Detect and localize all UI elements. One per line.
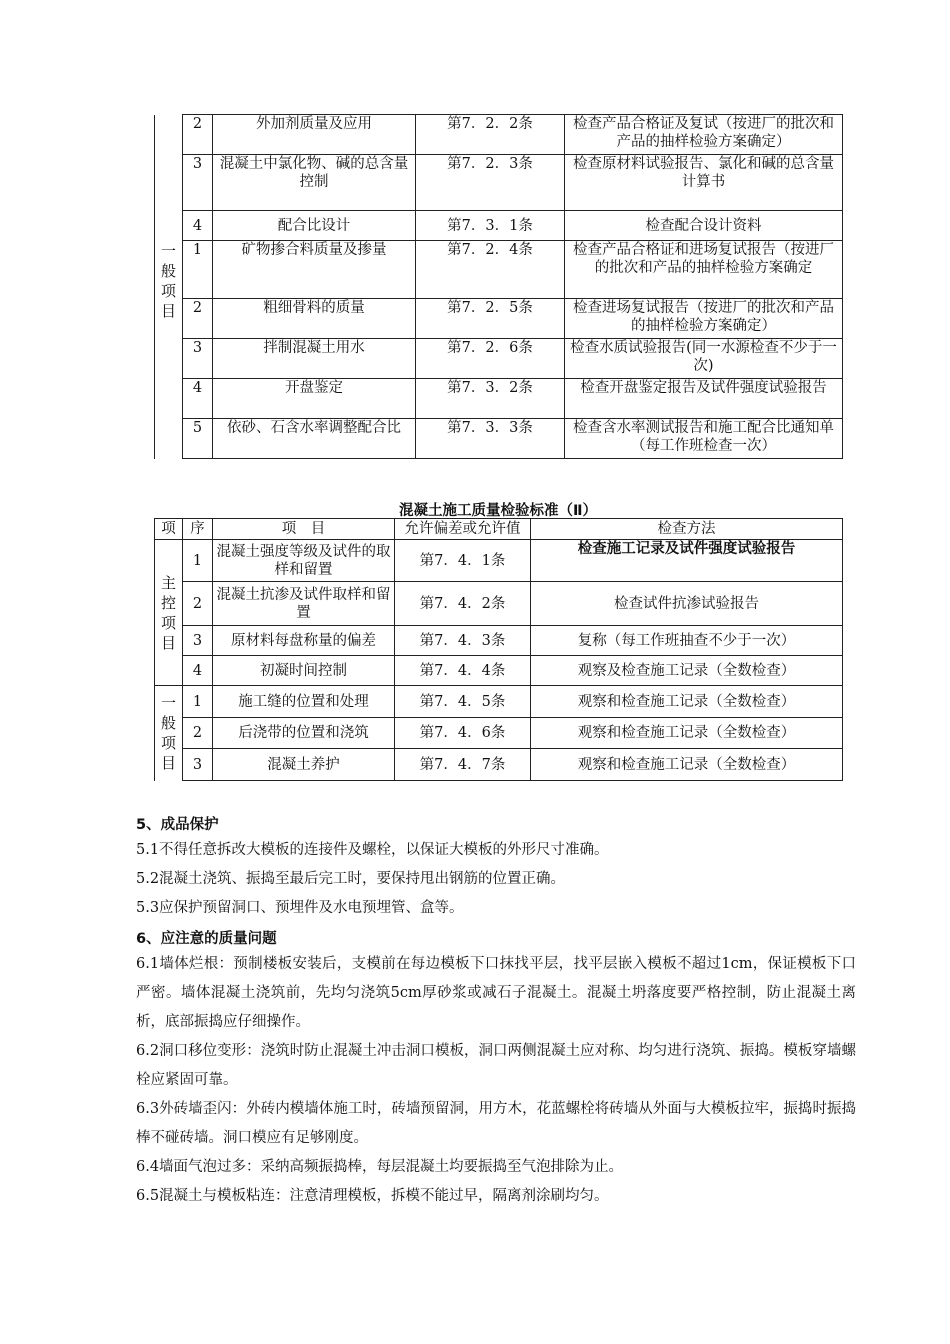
- row-method: 观察和检查施工记录（全数检查）: [531, 749, 843, 781]
- row-number: 1: [183, 686, 213, 718]
- table-row: [155, 339, 843, 379]
- paragraph: 5.1不得任意拆改大模板的连接件及螺栓，以保证大模板的外形尺寸准确。: [136, 842, 609, 858]
- row-number: 4: [183, 656, 213, 686]
- paragraph: 6.5混凝土与模板粘连：注意清理模板，拆模不能过早，隔离剂涂刷均匀。: [136, 1188, 609, 1204]
- table-row: [155, 419, 843, 459]
- row-clause: 第7．3．3条: [416, 419, 565, 459]
- category-cell-continued: [155, 115, 183, 241]
- row-clause: 第7．4．3条: [395, 626, 531, 656]
- row-item: 混凝土强度等级及试件的取样和留置: [213, 540, 395, 582]
- table-row: [155, 115, 843, 155]
- table-row: [155, 211, 843, 241]
- row-method: 检查施工记录及试件强度试验报告: [531, 540, 843, 582]
- row-number: 4: [183, 211, 213, 241]
- row-item: 原材料每盘称量的偏差: [213, 626, 395, 656]
- row-method: 观察及检查施工记录（全数检查）: [531, 656, 843, 686]
- table-row: [155, 686, 843, 718]
- row-item: 施工缝的位置和处理: [213, 686, 395, 718]
- row-number: 5: [183, 419, 213, 459]
- table-row: [155, 155, 843, 211]
- main-items-category: 主控项目: [155, 540, 183, 686]
- row-clause: 第7．4．6条: [395, 718, 531, 749]
- row-number: 2: [183, 582, 213, 626]
- row-clause: 第7．2．5条: [416, 299, 565, 339]
- row-item: 混凝土中氯化物、碱的总含量控制: [213, 155, 416, 211]
- row-number: 2: [183, 115, 213, 155]
- table-row: [155, 718, 843, 749]
- row-method: 复称（每工作班抽查不少于一次）: [531, 626, 843, 656]
- row-method: 检查产品合格证和进场复试报告（按进厂的批次和产品的抽样检验方案确定: [565, 241, 843, 299]
- table-row: [155, 241, 843, 299]
- row-item: 依砂、石含水率调整配合比: [213, 419, 416, 459]
- row-method: 检查开盘鉴定报告及试件强度试验报告: [565, 379, 843, 419]
- row-clause: 第7．2．6条: [416, 339, 565, 379]
- row-clause: 第7．2．2条: [416, 115, 565, 155]
- row-number: 3: [183, 749, 213, 781]
- row-item: 拌制混凝土用水: [213, 339, 416, 379]
- table-row: [155, 749, 843, 781]
- row-method: 观察和检查施工记录（全数检查）: [531, 686, 843, 718]
- section-5-heading: 5、成品保护: [136, 817, 219, 833]
- row-method: 检查进场复试报告（按进厂的批次和产品的抽样检验方案确定）: [565, 299, 843, 339]
- paragraph: 5.2混凝土浇筑、振捣至最后完工时，要保持甩出钢筋的位置正确。: [136, 871, 566, 887]
- row-method: 检查原材料试验报告、氯化和碱的总含量计算书: [565, 155, 843, 211]
- row-number: 2: [183, 718, 213, 749]
- header-clause: 允许偏差或允许值: [395, 519, 531, 540]
- table-row: [155, 379, 843, 419]
- paragraph: 6.2洞口移位变形：浇筑时防止混凝土冲击洞口模板，洞口两侧混凝土应对称、均匀进行浇筑、振捣。模板穿墙螺栓应紧固可靠。: [136, 1043, 856, 1088]
- row-method: 检查产品合格证及复试（按进厂的批次和产品的抽样检验方案确定）: [565, 115, 843, 155]
- paragraph: 6.4墙面气泡过多：采纳高频振捣棒，每层混凝土均要振捣至气泡排除为止。: [136, 1159, 624, 1175]
- row-clause: 第7．2．3条: [416, 155, 565, 211]
- row-clause: 第7．4．5条: [395, 686, 531, 718]
- row-clause: 第7．2．4条: [416, 241, 565, 299]
- row-method: 检查水质试验报告(同一水源检查不少于一次): [565, 339, 843, 379]
- row-item: 初凝时间控制: [213, 656, 395, 686]
- table-row: [155, 656, 843, 686]
- row-number: 4: [183, 379, 213, 419]
- row-clause: 第7．4．4条: [395, 656, 531, 686]
- general-items-category: 一般项目: [155, 241, 183, 459]
- table-row: [155, 582, 843, 626]
- row-item: 后浇带的位置和浇筑: [213, 718, 395, 749]
- row-number: 3: [183, 626, 213, 656]
- row-number: 3: [183, 155, 213, 211]
- row-item: 外加剂质量及应用: [213, 115, 416, 155]
- row-clause: 第7．4．2条: [395, 582, 531, 626]
- paragraph: 5.3应保护预留洞口、预埋件及水电预埋管、盒等。: [136, 900, 464, 916]
- row-item: 配合比设计: [213, 211, 416, 241]
- paragraph: 6.1墙体烂根：预制楼板安装后，支模前在每边模板下口抹找平层，找平层嵌入模板不超过1cm，保证模板下口严密。墙体混凝土浇筑前，先均匀浇筑5cm厚砂浆或减石子混凝土。混凝土坍落度要严格控制，防止混凝土离析，底部振捣应仔细操作。: [136, 956, 856, 1030]
- table-row: [155, 299, 843, 339]
- header-category: 项: [155, 519, 183, 540]
- row-method: 检查试件抗渗试验报告: [531, 582, 843, 626]
- row-item: 混凝土抗渗及试件取样和留置: [213, 582, 395, 626]
- row-item: 粗细骨料的质量: [213, 299, 416, 339]
- row-clause: 第7．3．2条: [416, 379, 565, 419]
- header-item: 项 目: [213, 519, 395, 540]
- row-item: 开盘鉴定: [213, 379, 416, 419]
- row-item: 矿物掺合料质量及掺量: [213, 241, 416, 299]
- row-clause: 第7．3．1条: [416, 211, 565, 241]
- row-clause: 第7．4．7条: [395, 749, 531, 781]
- section-6-heading: 6、应注意的质量问题: [136, 931, 277, 947]
- table-2-title: 混凝土施工质量检验标准（Ⅱ）: [398, 503, 598, 519]
- row-number: 2: [183, 299, 213, 339]
- row-method: 检查配合设计资料: [565, 211, 843, 241]
- row-clause: 第7．4．1条: [395, 540, 531, 582]
- row-method: 观察和检查施工记录（全数检查）: [531, 718, 843, 749]
- quality-table-2: [154, 518, 843, 781]
- row-method: 检查含水率测试报告和施工配合比通知单（每工作班检查一次）: [565, 419, 843, 459]
- row-item: 混凝土养护: [213, 749, 395, 781]
- table-header-row: [155, 519, 843, 540]
- row-number: 3: [183, 339, 213, 379]
- row-number: 1: [183, 241, 213, 299]
- paragraph: 6.3外砖墙歪闪：外砖内模墙体施工时，砖墙预留洞，用方木，花蓝螺栓将砖墙从外面与大模板拉牢，振捣时振捣棒不碰砖墙。洞口模应有足够刚度。: [136, 1101, 856, 1146]
- general-items-category: 一般项目: [155, 686, 183, 781]
- header-method: 检查方法: [531, 519, 843, 540]
- quality-table-1: [154, 114, 843, 459]
- table-row: [155, 626, 843, 656]
- header-number: 序: [183, 519, 213, 540]
- table-row: [155, 540, 843, 582]
- row-number: 1: [183, 540, 213, 582]
